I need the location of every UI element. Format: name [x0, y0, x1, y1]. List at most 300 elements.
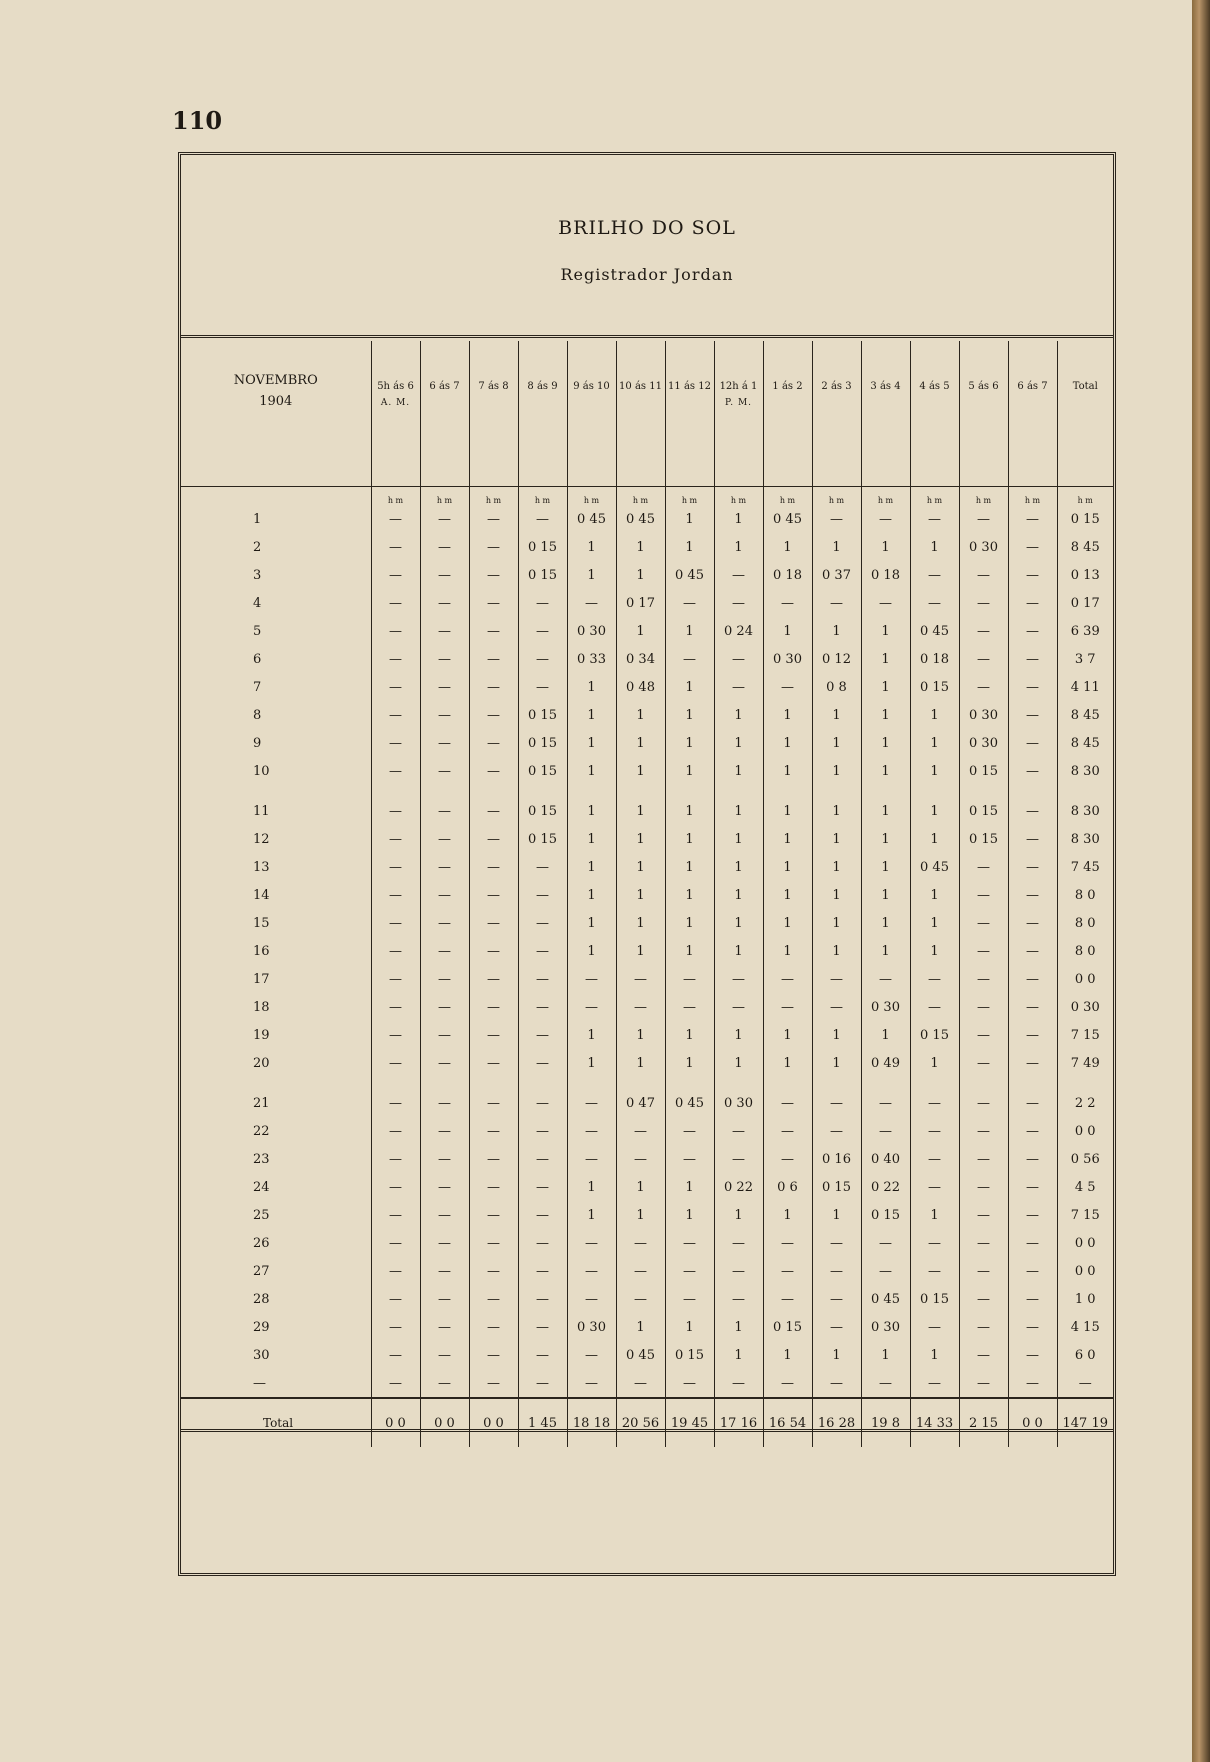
value-cell: —	[371, 1145, 420, 1173]
value-cell: —	[959, 1285, 1008, 1313]
value-cell: 4 11	[1057, 673, 1113, 701]
gap-cell	[812, 1077, 861, 1089]
value-cell: —	[420, 1049, 469, 1077]
day-cell: 29	[253, 1319, 270, 1335]
value-cell: —	[469, 645, 518, 673]
value-cell: —	[371, 1049, 420, 1077]
value-cell: 1	[812, 881, 861, 909]
gap-cell	[1008, 1077, 1057, 1089]
value-cell: —	[371, 645, 420, 673]
value-cell: —	[371, 1257, 420, 1285]
value-cell: 0 0	[1057, 1117, 1113, 1145]
column-header	[420, 341, 469, 487]
month-label: NOVEMBRO	[233, 373, 318, 388]
unit-label: h m	[861, 487, 910, 506]
value-cell: 1	[861, 757, 910, 785]
value-cell: —	[371, 1021, 420, 1049]
value-cell: —	[420, 533, 469, 561]
day-cell: 20	[253, 1055, 270, 1071]
unit-label: h m	[910, 487, 959, 506]
units-row	[181, 487, 1113, 506]
page-title: BRILHO DO SOL	[558, 217, 736, 239]
value-cell: —	[420, 1313, 469, 1341]
value-cell: —	[665, 993, 714, 1021]
value-cell: —	[1008, 1021, 1057, 1049]
gap-cell	[812, 785, 861, 797]
value-cell: —	[371, 757, 420, 785]
value-cell: —	[371, 617, 420, 645]
gap-cell	[181, 1077, 371, 1089]
gap-cell	[518, 785, 567, 797]
value-cell: 1	[665, 1313, 714, 1341]
value-cell: —	[861, 1117, 910, 1145]
value-cell: 1	[616, 533, 665, 561]
column-label: 8 ás 9	[527, 381, 558, 392]
value-cell: —	[959, 1341, 1008, 1369]
value-cell: 1	[812, 825, 861, 853]
value-cell: 0 22	[714, 1173, 763, 1201]
value-cell: 1	[763, 909, 812, 937]
value-cell: —	[518, 1089, 567, 1117]
value-cell: —	[469, 589, 518, 617]
value-cell: 4 5	[1057, 1173, 1113, 1201]
value-cell: —	[371, 1313, 420, 1341]
value-cell: —	[959, 1201, 1008, 1229]
value-cell: 1	[763, 533, 812, 561]
value-cell: —	[420, 993, 469, 1021]
gap-cell	[371, 1077, 420, 1089]
value-cell: —	[469, 993, 518, 1021]
value-cell: —	[959, 1021, 1008, 1049]
value-cell: 1	[714, 1313, 763, 1341]
value-cell: —	[1008, 617, 1057, 645]
table-row	[181, 617, 1113, 645]
page-subtitle: Registrador Jordan	[560, 265, 734, 284]
value-cell: 1	[714, 1021, 763, 1049]
value-cell: 1	[665, 673, 714, 701]
value-cell: 1	[812, 797, 861, 825]
table-row	[181, 757, 1113, 785]
value-cell: 1	[665, 797, 714, 825]
value-cell: —	[469, 1049, 518, 1077]
value-cell: 0 45	[665, 1089, 714, 1117]
value-cell: 1	[665, 1049, 714, 1077]
value-cell: —	[714, 1257, 763, 1285]
value-cell: —	[1008, 757, 1057, 785]
value-cell: 0 30	[1057, 993, 1113, 1021]
gap-cell	[763, 785, 812, 797]
value-cell: 1	[714, 825, 763, 853]
value-cell: 7 49	[1057, 1049, 1113, 1077]
day-cell: 13	[253, 859, 270, 875]
value-cell: —	[1008, 1089, 1057, 1117]
table-row	[181, 1313, 1113, 1341]
value-cell: —	[371, 1089, 420, 1117]
value-cell: 3 7	[1057, 645, 1113, 673]
column-label: Total	[1072, 381, 1098, 392]
value-cell: —	[665, 1229, 714, 1257]
value-cell: —	[910, 561, 959, 589]
value-cell: 1	[616, 797, 665, 825]
value-cell: —	[763, 1285, 812, 1313]
day-cell: 16	[253, 943, 270, 959]
value-cell: —	[910, 1369, 959, 1398]
header-rule	[181, 335, 1113, 338]
gap-cell	[616, 1077, 665, 1089]
unit-label: h m	[812, 487, 861, 506]
value-cell: 8 30	[1057, 757, 1113, 785]
value-cell: 1	[910, 729, 959, 757]
value-cell: —	[714, 1117, 763, 1145]
value-cell: —	[420, 757, 469, 785]
value-cell: —	[616, 1369, 665, 1398]
table-header	[181, 155, 1113, 335]
value-cell: —	[959, 1229, 1008, 1257]
unit-label: h m	[1057, 487, 1113, 506]
value-cell: —	[420, 505, 469, 533]
value-cell: 0 30	[959, 729, 1008, 757]
value-cell: —	[1008, 645, 1057, 673]
value-cell: —	[567, 1145, 616, 1173]
value-cell: 1	[567, 673, 616, 701]
table-row	[181, 1145, 1113, 1173]
value-cell: —	[420, 1285, 469, 1313]
value-cell: —	[469, 673, 518, 701]
value-cell: —	[665, 965, 714, 993]
value-cell: 1	[714, 1201, 763, 1229]
value-cell: 0 30	[959, 701, 1008, 729]
value-cell: 1	[910, 533, 959, 561]
value-cell: —	[910, 1229, 959, 1257]
table-row	[181, 561, 1113, 589]
value-cell: —	[420, 825, 469, 853]
unit-label: h m	[763, 487, 812, 506]
value-cell: —	[616, 1117, 665, 1145]
value-cell: 0 30	[763, 645, 812, 673]
value-cell: 0 0	[1057, 1257, 1113, 1285]
table-frame	[178, 152, 1116, 1576]
day-cell: 14	[253, 887, 270, 903]
value-cell: —	[1008, 1117, 1057, 1145]
value-cell: —	[910, 1173, 959, 1201]
value-cell: —	[469, 1229, 518, 1257]
day-cell: 6	[253, 651, 262, 667]
value-cell: 1	[714, 853, 763, 881]
value-cell: 1	[861, 909, 910, 937]
value-cell: 1	[910, 909, 959, 937]
value-cell: —	[959, 1117, 1008, 1145]
day-cell: 11	[253, 803, 270, 819]
value-cell: —	[861, 505, 910, 533]
table-row	[181, 909, 1113, 937]
day-cell: 18	[253, 999, 270, 1015]
value-cell: —	[469, 965, 518, 993]
gap-cell	[763, 1077, 812, 1089]
column-label: 1 ás 2	[772, 381, 803, 392]
value-cell: —	[910, 505, 959, 533]
gap-cell	[616, 785, 665, 797]
column-label: 5 ás 6	[968, 381, 999, 392]
day-cell: 25	[253, 1207, 270, 1223]
value-cell: —	[861, 1257, 910, 1285]
value-cell: 0 30	[861, 1313, 910, 1341]
value-cell: 1	[616, 1049, 665, 1077]
column-header	[910, 341, 959, 487]
column-label: 6 ás 7	[1017, 381, 1048, 392]
value-cell: 1	[812, 1201, 861, 1229]
day-cell: 4	[253, 595, 262, 611]
value-cell: 0 18	[763, 561, 812, 589]
value-cell: —	[371, 1341, 420, 1369]
value-cell: —	[910, 993, 959, 1021]
unit-label: h m	[469, 487, 518, 506]
value-cell: 1	[812, 909, 861, 937]
column-header	[714, 341, 763, 487]
gap-cell	[1057, 785, 1113, 797]
value-cell: —	[616, 993, 665, 1021]
value-cell: —	[714, 673, 763, 701]
value-cell: 1	[763, 825, 812, 853]
value-cell: 6 0	[1057, 1341, 1113, 1369]
value-cell: —	[812, 965, 861, 993]
value-cell: —	[420, 673, 469, 701]
unit-label: h m	[371, 487, 420, 506]
value-cell: —	[1008, 1229, 1057, 1257]
value-cell: —	[959, 1369, 1008, 1398]
column-header	[861, 341, 910, 487]
value-cell: —	[1008, 673, 1057, 701]
total-cell: 147 19	[1057, 1398, 1113, 1447]
value-cell: —	[714, 1229, 763, 1257]
day-cell: 26	[253, 1235, 270, 1251]
value-cell: —	[714, 965, 763, 993]
value-cell: —	[763, 1229, 812, 1257]
value-cell: 1	[665, 533, 714, 561]
value-cell: 0 45	[567, 505, 616, 533]
value-cell: 1	[616, 825, 665, 853]
value-cell: 0 33	[567, 645, 616, 673]
value-cell: —	[371, 965, 420, 993]
value-cell: 0 18	[861, 561, 910, 589]
total-cell: 19 8	[861, 1398, 910, 1447]
gap-cell	[665, 785, 714, 797]
value-cell: 1	[861, 797, 910, 825]
value-cell: —	[567, 1369, 616, 1398]
year-label: 1904	[259, 394, 293, 409]
value-cell: 1	[910, 1049, 959, 1077]
value-cell: —	[469, 757, 518, 785]
value-cell: 1	[665, 617, 714, 645]
value-cell: —	[616, 1145, 665, 1173]
value-cell: 0 45	[910, 853, 959, 881]
value-cell: 0 15	[518, 701, 567, 729]
value-cell: —	[665, 589, 714, 617]
value-cell: —	[616, 1229, 665, 1257]
value-cell: 1	[812, 937, 861, 965]
column-label: 4 ás 5	[919, 381, 950, 392]
value-cell: —	[420, 561, 469, 589]
day-cell: 22	[253, 1123, 270, 1139]
value-cell: 1	[567, 909, 616, 937]
value-cell: 0 47	[616, 1089, 665, 1117]
value-cell: —	[567, 1257, 616, 1285]
value-cell: —	[910, 1145, 959, 1173]
gap-cell	[567, 785, 616, 797]
value-cell: 0 0	[1057, 1229, 1113, 1257]
value-cell: —	[518, 965, 567, 993]
table-row	[181, 965, 1113, 993]
gap-cell	[861, 1077, 910, 1089]
value-cell: —	[665, 645, 714, 673]
value-cell: —	[763, 673, 812, 701]
day-cell: 27	[253, 1263, 270, 1279]
total-cell: 20 56	[616, 1398, 665, 1447]
gap-cell	[518, 1077, 567, 1089]
value-cell: —	[371, 561, 420, 589]
value-cell: —	[469, 797, 518, 825]
day-cell: 9	[253, 735, 262, 751]
value-cell: —	[812, 1369, 861, 1398]
value-cell: 0 15	[518, 533, 567, 561]
gap-cell	[1008, 785, 1057, 797]
value-cell: —	[959, 881, 1008, 909]
value-cell: 1	[861, 729, 910, 757]
value-cell: —	[1008, 909, 1057, 937]
day-cell: 5	[253, 623, 262, 639]
value-cell: —	[518, 853, 567, 881]
day-cell: 23	[253, 1151, 270, 1167]
value-cell: 0 15	[959, 797, 1008, 825]
column-header	[518, 341, 567, 487]
unit-label: h m	[518, 487, 567, 506]
value-cell: —	[469, 617, 518, 645]
value-cell: —	[1008, 825, 1057, 853]
value-cell: 0 6	[763, 1173, 812, 1201]
value-cell: —	[567, 1117, 616, 1145]
value-cell: —	[371, 1201, 420, 1229]
value-cell: 0 15	[861, 1201, 910, 1229]
table-row	[181, 1049, 1113, 1077]
value-cell: 1	[665, 937, 714, 965]
value-cell: 8 45	[1057, 533, 1113, 561]
value-cell: 8 0	[1057, 881, 1113, 909]
value-cell: 0 15	[518, 825, 567, 853]
value-cell: —	[1008, 797, 1057, 825]
total-cell: 0 0	[1008, 1398, 1057, 1447]
table-row	[181, 881, 1113, 909]
value-cell: —	[420, 1369, 469, 1398]
value-cell: —	[371, 1229, 420, 1257]
value-cell: 1	[910, 797, 959, 825]
value-cell: 1	[763, 881, 812, 909]
total-row	[181, 1398, 1113, 1447]
value-cell: —	[910, 589, 959, 617]
table-row	[181, 825, 1113, 853]
value-cell: —	[371, 589, 420, 617]
value-cell: 0 34	[616, 645, 665, 673]
value-cell: —	[420, 797, 469, 825]
value-cell: 0 15	[1057, 505, 1113, 533]
value-cell: 1	[714, 1049, 763, 1077]
value-cell: 0 12	[812, 645, 861, 673]
value-cell: —	[714, 645, 763, 673]
value-cell: —	[1008, 1313, 1057, 1341]
value-cell: —	[371, 673, 420, 701]
value-cell: 1	[616, 909, 665, 937]
day-cell: 21	[253, 1095, 270, 1111]
value-cell: —	[518, 1201, 567, 1229]
gap-cell	[469, 785, 518, 797]
value-cell: 1	[616, 881, 665, 909]
value-cell: —	[959, 645, 1008, 673]
value-cell: —	[959, 1145, 1008, 1173]
value-cell: 0 15	[910, 1021, 959, 1049]
table-row	[181, 729, 1113, 757]
day-cell: 17	[253, 971, 270, 987]
value-cell: 0 15	[665, 1341, 714, 1369]
value-cell: 0 45	[861, 1285, 910, 1313]
value-cell: 8 0	[1057, 937, 1113, 965]
value-cell: 1	[763, 757, 812, 785]
value-cell: —	[959, 1173, 1008, 1201]
value-cell: 1	[665, 729, 714, 757]
column-header	[371, 341, 420, 487]
total-cell: 1 45	[518, 1398, 567, 1447]
value-cell: —	[1008, 1341, 1057, 1369]
total-cell: 16 54	[763, 1398, 812, 1447]
value-cell: —	[959, 993, 1008, 1021]
value-cell: —	[665, 1117, 714, 1145]
column-header	[812, 341, 861, 487]
value-cell: 1	[714, 757, 763, 785]
value-cell: 2 2	[1057, 1089, 1113, 1117]
gap-cell	[714, 785, 763, 797]
value-cell: —	[371, 881, 420, 909]
value-cell: —	[371, 1117, 420, 1145]
value-cell: —	[1008, 589, 1057, 617]
table-body	[181, 487, 1113, 1448]
value-cell: —	[567, 993, 616, 1021]
value-cell: 1	[763, 1201, 812, 1229]
value-cell: —	[861, 1369, 910, 1398]
value-cell: —	[469, 1173, 518, 1201]
unit-label: h m	[567, 487, 616, 506]
value-cell: —	[861, 1089, 910, 1117]
value-cell: 0 15	[812, 1173, 861, 1201]
value-cell: 0 8	[812, 673, 861, 701]
value-cell: —	[812, 1117, 861, 1145]
value-cell: 1	[567, 853, 616, 881]
table-row	[181, 589, 1113, 617]
value-cell: —	[812, 1313, 861, 1341]
value-cell: —	[420, 881, 469, 909]
value-cell: 0 15	[959, 757, 1008, 785]
column-header	[567, 341, 616, 487]
table-row	[181, 645, 1113, 673]
value-cell: —	[518, 589, 567, 617]
value-cell: —	[1057, 1369, 1113, 1398]
column-header	[469, 341, 518, 487]
value-cell: —	[518, 1257, 567, 1285]
value-cell: 7 15	[1057, 1201, 1113, 1229]
unit-label: h m	[616, 487, 665, 506]
value-cell: —	[518, 673, 567, 701]
value-cell: —	[1008, 1201, 1057, 1229]
value-cell: —	[812, 1285, 861, 1313]
value-cell: 1	[763, 1021, 812, 1049]
value-cell: 1	[861, 1341, 910, 1369]
value-cell: 0 30	[959, 533, 1008, 561]
